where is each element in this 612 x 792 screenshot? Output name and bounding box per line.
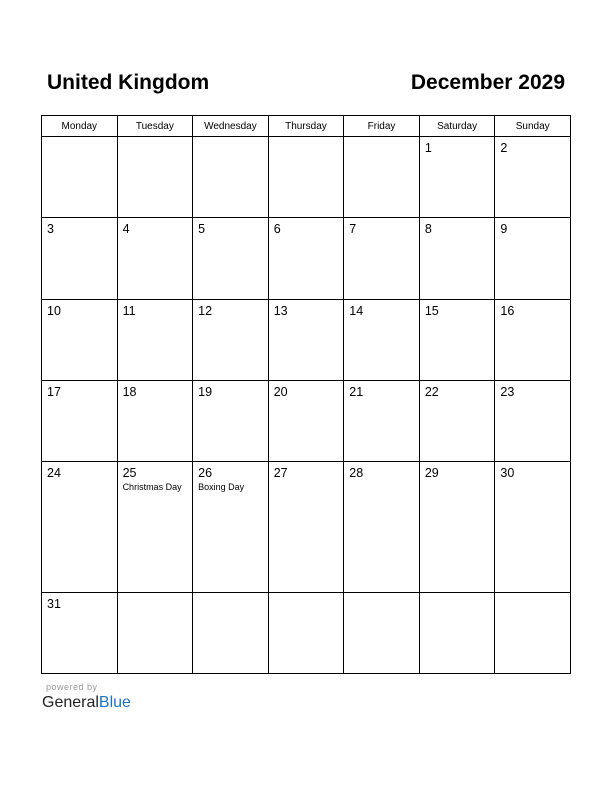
day-number: 11 [122, 303, 136, 318]
weekday-header-row [42, 116, 571, 137]
day-cell [419, 137, 495, 218]
day-cell [117, 218, 193, 299]
week-row [42, 137, 571, 218]
calendar-body [42, 137, 571, 674]
day-cell [268, 592, 344, 673]
day-cell [495, 462, 571, 593]
day-number: 28 [349, 466, 364, 480]
day-number: 31 [47, 596, 61, 611]
holiday-label: Christmas Day [122, 482, 182, 492]
day-cell [344, 592, 420, 673]
day-number: 20 [273, 384, 288, 399]
country-title: United Kingdom [47, 71, 210, 94]
day-number: 2 [500, 141, 508, 155]
day-cell [193, 380, 269, 461]
day-cell [42, 462, 118, 593]
day-cell [495, 380, 571, 461]
day-cell [344, 218, 420, 299]
day-number: 29 [424, 466, 439, 480]
day-cell [42, 299, 118, 380]
day-cell [117, 299, 193, 380]
weekday-header-monday: Monday [42, 116, 118, 137]
day-number: 14 [349, 303, 364, 318]
day-number: 8 [424, 222, 432, 237]
day-cell [419, 592, 495, 673]
day-number: 22 [424, 384, 439, 399]
day-number: 9 [500, 222, 508, 237]
day-number: 17 [47, 384, 61, 399]
day-number: 5 [198, 222, 206, 237]
day-number: 15 [424, 303, 439, 318]
day-cell [42, 218, 118, 299]
day-cell [344, 299, 420, 380]
day-number: 23 [500, 384, 515, 399]
day-number: 18 [122, 384, 137, 399]
day-number: 3 [47, 222, 54, 237]
day-number: 4 [122, 222, 130, 237]
day-cell [193, 592, 269, 673]
day-cell [268, 380, 344, 461]
day-number: 19 [198, 384, 213, 399]
day-number: 10 [47, 303, 61, 318]
day-cell [419, 218, 495, 299]
day-cell [117, 137, 193, 218]
day-number: 26 [198, 466, 213, 480]
day-number: 12 [198, 303, 213, 318]
day-cell [42, 592, 118, 673]
day-cell [268, 462, 344, 593]
day-cell [495, 299, 571, 380]
week-row [42, 299, 571, 380]
day-cell [117, 592, 193, 673]
day-cell [42, 137, 118, 218]
day-cell [419, 380, 495, 461]
day-cell [193, 218, 269, 299]
week-row [42, 218, 571, 299]
generalblue-logo [42, 694, 131, 712]
calendar-grid [41, 115, 571, 674]
day-cell [117, 380, 193, 461]
day-cell [193, 462, 269, 593]
day-cell [268, 218, 344, 299]
day-number: 21 [349, 384, 364, 399]
day-cell [268, 137, 344, 218]
powered-by-text: powered by [46, 682, 98, 692]
weekday-header-tuesday: Tuesday [117, 116, 193, 137]
weekday-header-saturday: Saturday [419, 116, 495, 137]
month-title: December 2029 [410, 71, 565, 94]
logo-general: General [42, 694, 99, 711]
day-cell [495, 592, 571, 673]
week-row [42, 380, 571, 461]
day-cell [344, 137, 420, 218]
day-number: 25 [122, 466, 137, 480]
day-cell [495, 137, 571, 218]
day-number: 30 [500, 466, 515, 480]
weekday-header-wednesday: Wednesday [193, 116, 269, 137]
week-row [42, 592, 571, 673]
day-number: 7 [349, 222, 357, 237]
day-cell [344, 462, 420, 593]
day-cell [344, 380, 420, 461]
weekday-header-friday: Friday [344, 116, 420, 137]
day-cell [42, 380, 118, 461]
week-row [42, 462, 571, 593]
weekday-header-sunday: Sunday [495, 116, 571, 137]
logo-blue: Blue [98, 694, 131, 711]
day-number: 16 [500, 303, 515, 318]
holiday-label: Boxing Day [198, 482, 245, 492]
day-cell [495, 218, 571, 299]
day-number: 6 [273, 222, 281, 237]
day-number: 13 [273, 303, 288, 318]
day-number: 1 [424, 141, 432, 155]
day-cell [268, 299, 344, 380]
day-cell [419, 299, 495, 380]
day-cell [419, 462, 495, 593]
day-cell [193, 299, 269, 380]
weekday-header-thursday: Thursday [268, 116, 344, 137]
day-number: 27 [273, 466, 288, 480]
day-cell [193, 137, 269, 218]
day-number: 24 [47, 466, 61, 480]
day-cell [117, 462, 193, 593]
